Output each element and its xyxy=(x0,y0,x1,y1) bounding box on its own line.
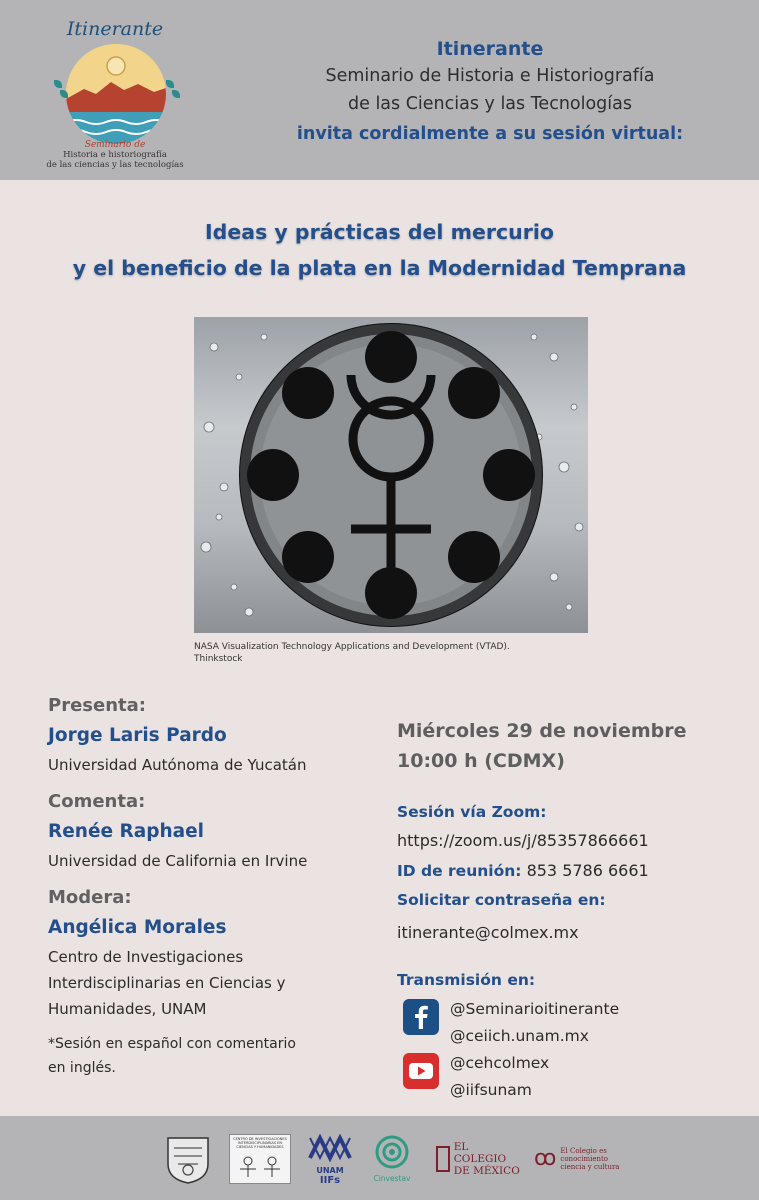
logo-subtitle-3: de las ciencias y las tecnologías xyxy=(46,160,184,170)
leaf-icon xyxy=(172,90,180,98)
logo-subtitle-2: Historia e historiografía xyxy=(63,150,167,160)
presenter-name: Jorge Laris Pardo xyxy=(48,725,227,746)
moderator-name: Angélica Morales xyxy=(48,917,227,938)
moderator-institution-line-2: Interdisciplinarias en Ciencias y xyxy=(48,974,286,992)
event-time: 10:00 h (CDMX) xyxy=(397,750,565,772)
event-title-line-1: Ideas y prácticas del mercurio xyxy=(205,220,554,244)
social-handle[interactable]: @iifsunam xyxy=(450,1080,532,1099)
ceiich-logo: CENTRO DE INVESTIGACIONES INTERDISCIPLINARIAS EN CIENCIAS Y HUMANIDADES xyxy=(229,1134,291,1184)
logo-emblem xyxy=(66,44,166,144)
seminar-name: Itinerante xyxy=(436,38,544,60)
meeting-id-label: ID de reunión: xyxy=(397,862,522,880)
stream-label: Transmisión en: xyxy=(397,971,536,989)
cinvestav-logo: Cinvestav xyxy=(372,1134,412,1184)
knot-icon: ꝏ xyxy=(534,1146,557,1171)
image-credit-line-2: Thinkstock xyxy=(194,654,243,664)
social-channels xyxy=(403,995,743,1103)
language-note-line-1: *Sesión en español con comentario xyxy=(48,1036,296,1052)
zoom-link[interactable]: https://zoom.us/j/85357866661 xyxy=(397,831,649,850)
moderator-institution-line-3: Humanidades, UNAM xyxy=(48,1000,207,1018)
commenter-role: Comenta: xyxy=(48,791,146,812)
event-title xyxy=(0,214,759,286)
moderator-role: Modera: xyxy=(48,887,132,908)
seminar-line-2: de las Ciencias y las Tecnologías xyxy=(348,94,632,114)
leaf-icon xyxy=(54,80,62,88)
presenter-institution: Universidad Autónoma de Yucatán xyxy=(48,756,307,774)
event-date: Miércoles 29 de noviembre xyxy=(397,720,687,742)
password-email[interactable]: itinerante@colmex.mx xyxy=(397,923,579,942)
details-column xyxy=(397,716,737,994)
image-credit-line-1: NASA Visualization Technology Applications and Development (VTAD). xyxy=(194,642,510,652)
youtube-icon[interactable] xyxy=(403,1053,439,1089)
moderator-institution-line-1: Centro de Investigaciones xyxy=(48,948,244,966)
sponsors-footer xyxy=(0,1116,759,1200)
password-label: Solicitar contraseña en: xyxy=(397,891,606,909)
colmex-emblem-icon xyxy=(436,1146,450,1172)
header-banner xyxy=(0,0,759,180)
colmex-logo: EL COLEGIO DE MÉXICO xyxy=(436,1134,522,1184)
leaf-icon xyxy=(60,90,68,98)
zoom-label: Sesión vía Zoom: xyxy=(397,803,547,821)
logo-subtitle-1: Seminario de xyxy=(84,140,146,150)
commenter-name: Renée Raphael xyxy=(48,821,205,842)
presenter-role: Presenta: xyxy=(48,695,146,716)
colegio-conocimiento-logo: ꝏ El Colegio es conocimiento ciencia y cultura xyxy=(534,1146,620,1171)
meeting-id xyxy=(397,856,737,886)
social-handle[interactable]: @cehcolmex xyxy=(450,1053,550,1072)
image-credit xyxy=(194,641,614,665)
unam-iifs-logo: UNAM IIFs xyxy=(306,1134,354,1184)
facebook-icon[interactable] xyxy=(403,999,439,1035)
social-handle[interactable]: @ceiich.unam.mx xyxy=(450,1026,589,1045)
invitation-text: invita cordialmente a su sesión virtual: xyxy=(296,124,684,144)
leaf-icon xyxy=(166,80,174,88)
meeting-id-value: 853 5786 6661 xyxy=(526,861,649,880)
itinerante-logo xyxy=(40,10,190,170)
seminar-line-1: Seminario de Historia e Historiografía xyxy=(325,66,655,86)
language-note xyxy=(48,1032,368,1080)
language-note-line-2: en inglés. xyxy=(48,1060,116,1076)
mercury-symbol-image xyxy=(194,317,588,633)
header-text xyxy=(230,36,750,150)
event-title-line-2: y el beneficio de la plata en la Modernidad Temprana xyxy=(72,256,687,280)
participants-column xyxy=(48,692,368,1080)
logo-title: Itinerante xyxy=(66,18,164,40)
unam-seal-logo xyxy=(164,1134,212,1184)
commenter-institution: Universidad de California en Irvine xyxy=(48,852,308,870)
social-handle[interactable]: @Seminarioitinerante xyxy=(450,999,620,1018)
